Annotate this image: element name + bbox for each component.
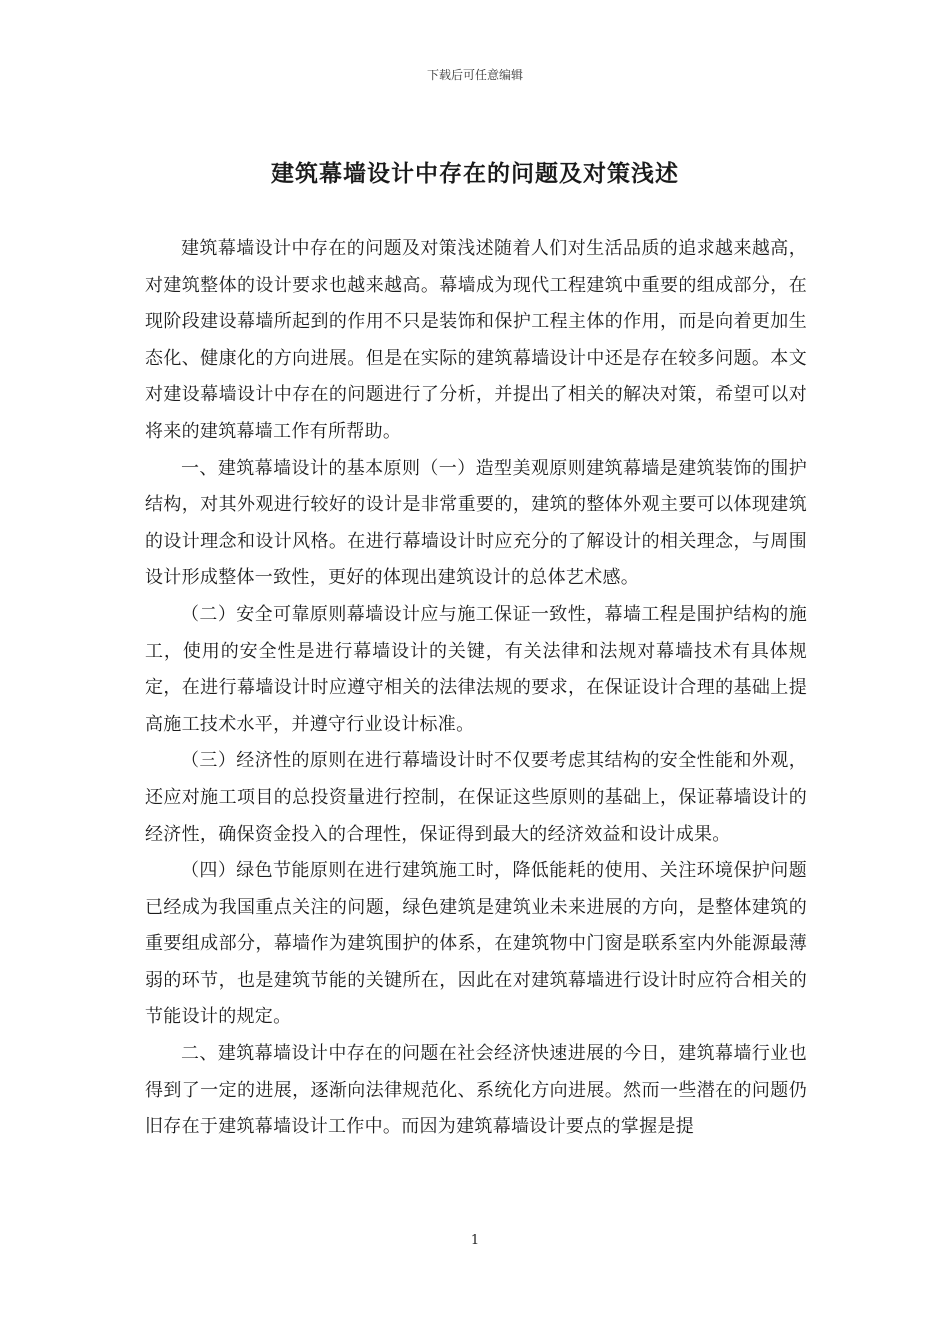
document-body (145, 231, 807, 1146)
paragraph-principle-economy: （三）经济性的原则在进行幕墙设计时不仅要考虑其结构的安全性能和外观，还应对施工项目的总投资量进行控制，在保证这些原则的基础上，保证幕墙设计的经济性，确保资金投入的合理性，保证得到最大的经济效益和设计成果。 (145, 750, 807, 845)
paragraph-problems: 二、建筑幕墙设计中存在的问题在社会经济快速进展的今日，建筑幕墙行业也得到了一定的进展，逐渐向法律规范化、系统化方向进展。然而一些潜在的问题仍旧存在于建筑幕墙设计工作中。而因为建筑幕墙设计要点的掌握是提 (145, 1043, 807, 1138)
paragraph-intro: 建筑幕墙设计中存在的问题及对策浅述随着人们对生活品质的追求越来越高，对建筑整体的设计要求也越来越高。幕墙成为现代工程建筑中重要的组成部分，在现阶段建设幕墙所起到的作用不只是装饰和保护工程主体的作用，而是向着更加生态化、健康化的方向进展。但是在实际的建筑幕墙设计中还是存在较多问题。本文对建设幕墙设计中存在的问题进行了分析，并提出了相关的解决对策，希望可以对将来的建筑幕墙工作有所帮助。 (145, 238, 807, 442)
header-note: 下载后可任意编辑 (426, 68, 523, 82)
paragraph-principle-green: （四）绿色节能原则在进行建筑施工时，降低能耗的使用、关注环境保护问题已经成为我国重点关注的问题，绿色建筑是建筑业未来进展的方向，是整体建筑的重要组成部分，幕墙作为建筑围护的体系，在建筑物中门窗是联系室内外能源最薄弱的环节，也是建筑节能的关键所在，因此在对建筑幕墙进行设计时应符合相关的节能设计的规定。 (145, 860, 807, 1028)
document-title: 建筑幕墙设计中存在的问题及对策浅述 (271, 160, 679, 187)
paragraph-principle-safety: （二）安全可靠原则幕墙设计应与施工保证一致性，幕墙工程是围护结构的施工，使用的安全性是进行幕墙设计的关键，有关法律和法规对幕墙技术有具体规定，在进行幕墙设计时应遵守相关的法律法规的要求，在保证设计合理的基础上提高施工技术水平，并遵守行业设计标准。 (145, 603, 807, 735)
paragraph-principle-aesthetics: 一、建筑幕墙设计的基本原则（一）造型美观原则建筑幕墙是建筑装饰的围护结构，对其外观进行较好的设计是非常重要的，建筑的整体外观主要可以体现建筑的设计理念和设计风格。在进行幕墙设计时应充分的了解设计的相关理念，与周围设计形成整体一致性，更好的体现出建筑设计的总体艺术感。 (145, 457, 807, 589)
page-number: 1 (470, 1233, 480, 1248)
